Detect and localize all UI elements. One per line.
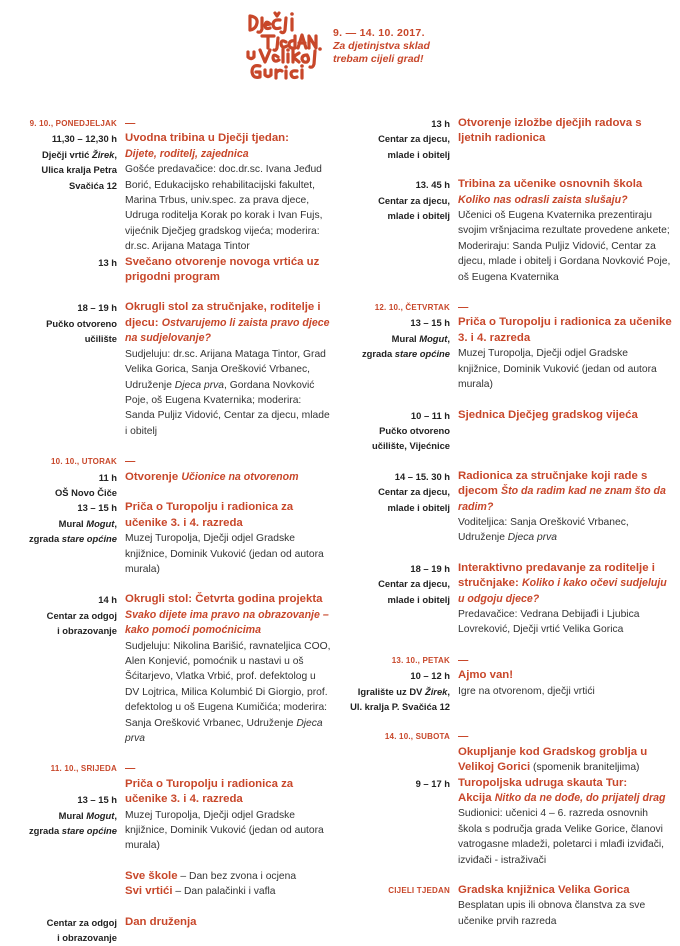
day-label: CIJELI TJEDAN	[388, 886, 450, 896]
event-title: Okupljanje kod Gradskog groblja u Velikoj Gorici	[458, 745, 648, 774]
event-time-location	[340, 116, 458, 162]
event-title: Ajmo van!	[458, 669, 514, 682]
spacer	[0, 439, 340, 454]
event-location: mlade i obitelj	[387, 593, 450, 605]
description-text: Voditeljica: Sanja Orešković Vrbanec, Udruženje	[458, 516, 629, 544]
location-text: Dječji vrtić	[41, 148, 92, 160]
event-subtitle: Što da radim kad ne znam što da radim?	[458, 485, 666, 513]
header	[0, 0, 680, 100]
event-time: 13 – 15 h	[410, 317, 450, 329]
event-skauti-tur	[340, 776, 680, 868]
event-description: Sudionici: učenici 4 – 6. razreda osnovnih škola s područja grada Velike Gorice, članovi vatrogasne mladeži, poletarci i mlađi izviđači, izviđači - istraživači	[458, 808, 665, 866]
location-punct: ,	[447, 332, 450, 344]
event-subtitle: Koliko nas odrasli zaista slušaju?	[458, 193, 628, 206]
event-title: Dan druženja	[125, 915, 197, 928]
description-text: Sudjeluju: dr.sc. Arijana Mataga Tintor, Grad Velika Gorica, Sanja Orešković Vrbanec, Udruženje	[125, 348, 326, 391]
event-prica-o-turopolju-thu	[340, 315, 680, 392]
schedule-left-column	[0, 116, 340, 946]
event-time-location	[0, 255, 125, 286]
event-otvorenje-izlozbe	[340, 116, 680, 162]
event-time-location	[340, 408, 458, 454]
event-dan-druzenja	[0, 915, 340, 946]
event-time: 14 – 15. 30 h	[394, 470, 450, 482]
day-header-wednesday	[0, 761, 340, 776]
day-label: 9. 10., PONEDJELJAK	[29, 119, 117, 128]
location-punct: ,	[114, 517, 117, 529]
event-title: Priča o Turopolju i radionica za učenike 3. i 4. razreda	[125, 501, 294, 529]
event-location	[0, 823, 117, 838]
location-name: stare općine	[61, 825, 117, 837]
event-svecano-otvorenje	[0, 255, 340, 286]
event-time-location	[0, 915, 125, 946]
spacer	[340, 393, 680, 408]
dash: —	[125, 456, 136, 468]
event-details	[125, 131, 340, 254]
event-title: Okrugli stol: Četvrta godina projekta	[125, 593, 323, 606]
event-location: Centar za djecu,	[378, 578, 450, 590]
event-details	[458, 469, 680, 546]
spacer	[340, 546, 680, 561]
event-gradska-knjiznica	[340, 883, 680, 929]
event-time: 14 h	[98, 594, 117, 606]
event-time-location	[340, 745, 458, 776]
event-title: Tribina za učenike osnovnih škola	[458, 178, 643, 191]
event-description: (spomenik braniteljima)	[530, 762, 640, 774]
event-description: Igre na otvorenom, dječji vrtići	[458, 685, 595, 697]
event-details	[458, 408, 680, 454]
event-location	[340, 346, 450, 361]
event-location: mlade i obitelj	[387, 210, 450, 222]
event-title: Sjednica Dječjeg gradskog vijeća	[458, 408, 638, 421]
spacer-line	[0, 777, 117, 792]
organization-name: Djeca prva	[174, 379, 225, 391]
event-dates: 9. — 14. 10. 2017.	[333, 27, 425, 39]
event-description: Učenici oš Eugena Kvaternika prezentiraju svojim vršnjacima rezultate provedene ankete; Moderiraju: Sanda Puljiz Vidović, Centar za djecu, mlade i obitelj i Gordana Novković Poje, oš Eugena Kvaternika	[458, 210, 671, 283]
event-time-location	[0, 592, 125, 746]
event-location: Centar za odgoj	[46, 916, 117, 928]
event-time-location	[340, 561, 458, 638]
event-location: Svačića 12	[69, 179, 117, 191]
schedule-right-column	[340, 116, 680, 929]
event-interaktivno-predavanje	[340, 561, 680, 638]
event-details	[125, 869, 340, 900]
event-location: Ul. kralja P. Svačića 12	[350, 701, 450, 712]
event-time-location	[0, 500, 125, 577]
slogan-line-1: Za djetinjstva sklad	[333, 40, 430, 52]
day-header-tuesday	[0, 454, 340, 469]
event-subtitle: Ostvarujemo li zaista pravo djece na sudjelovanje?	[125, 316, 330, 345]
event-location: OŠ Novo Čiče	[55, 486, 117, 498]
event-location: Centar za djecu,	[378, 486, 450, 498]
location-name: Žirek	[424, 685, 448, 697]
location-punct: ,	[447, 685, 450, 697]
spacer	[0, 900, 340, 915]
event-description	[458, 515, 672, 546]
event-time-location	[0, 470, 125, 501]
event-details	[458, 116, 680, 162]
day-label: 13. 10., PETAK	[391, 655, 450, 665]
event-details	[458, 883, 680, 929]
event-location: Centar za djecu,	[378, 133, 450, 145]
event-time-location	[340, 469, 458, 546]
event-description: – Dan bez zvona i ocjena	[177, 870, 297, 882]
event-details	[458, 776, 680, 868]
event-time-location	[0, 869, 125, 900]
description-text: Sudjeluju: Nikolina Barišić, ravnateljica COO, Alen Konjević, pomoćnik u nastavi u oš Šćitarjevo, Vlatka Vrbić, prof. defektolog u DV Lojtrica, Milica Kolumbić Di Giorgio, prof. defektolog u oš Eugena Kumičića; moderira: Sanja Orešković Vrbanec, Udruženje	[125, 640, 331, 729]
location-text: zgrada	[28, 533, 62, 545]
event-location: Pučko otvoreno	[46, 317, 117, 329]
event-title: Svečano otvorenje novoga vrtića uz prigodni program	[125, 255, 320, 284]
spacer	[0, 854, 340, 869]
spacer	[0, 577, 340, 592]
header-text	[333, 27, 430, 66]
event-location: Pučko otvoreno	[379, 424, 450, 436]
event-description	[125, 639, 332, 747]
event-description	[125, 347, 332, 439]
event-location	[340, 684, 450, 699]
event-description: – Dan palačinki i vafla	[172, 886, 276, 898]
event-description: Predavačice: Vedrana Debijađi i Ljubica Lovreković, Dječji vrtić Velika Gorica	[458, 608, 640, 636]
event-sve-skole-vrtici	[0, 869, 340, 900]
event-title: Radionica za stručnjake koji rade s djecom	[458, 469, 648, 498]
event-time: 13 h	[431, 118, 450, 129]
event-prica-o-turopolju	[0, 500, 340, 577]
event-details	[458, 315, 680, 392]
event-location	[340, 331, 450, 346]
event-location: Ulica kralja Petra	[41, 164, 117, 176]
event-location: Centar za odgoj	[46, 609, 117, 621]
day-label: 10. 10., UTORAK	[51, 457, 117, 467]
location-name: Mogut	[419, 332, 448, 344]
event-time: 18 – 19 h	[77, 302, 117, 314]
dash: —	[458, 302, 469, 314]
event-time: 13. 45 h	[415, 179, 450, 191]
event-location: mlade i obitelj	[387, 501, 450, 513]
dash: —	[125, 118, 136, 129]
day-header-friday	[340, 653, 680, 668]
spacer	[340, 454, 680, 469]
event-tribina-ucenici	[340, 177, 680, 285]
event-title: Otvorenje izložbe dječjih radova s ljetnih radionica	[458, 117, 642, 145]
event-title: Turopoljska udruga skauta Tur:	[458, 776, 628, 789]
event-details	[125, 915, 340, 946]
event-details	[125, 777, 340, 854]
event-description: Muzej Turopolja, Dječji odjel Gradske knjižnice, Dominik Vuković (jedan od autora murala)	[125, 809, 324, 852]
location-name: stare općine	[61, 533, 117, 545]
day-header-monday	[0, 116, 340, 131]
spacer	[340, 868, 680, 883]
event-title: Uvodna tribina u Dječji tjedan:	[125, 132, 289, 145]
event-location: i obrazovanje	[57, 625, 117, 637]
event-title: Svi vrtići	[125, 885, 173, 898]
event-title-prefix: Akcija	[458, 792, 495, 805]
event-title: Otvorenje	[125, 470, 182, 483]
event-time-location	[0, 777, 125, 854]
event-time-location	[340, 177, 458, 285]
event-details	[125, 500, 340, 577]
event-details	[458, 745, 680, 776]
description-text: , Gordana Novković Poje, oš Eugena Kvaternika; moderira: Sanda Puljiz Vidović, Centar za djecu, mlade i obitelj	[125, 379, 330, 437]
event-title: Okrugli stol za stručnjake, roditelje i djecu:	[125, 301, 321, 329]
event-details	[458, 561, 680, 638]
day-label: 11. 10., SRIJEDA	[50, 764, 117, 774]
event-details	[458, 668, 680, 714]
event-okupljanje	[340, 745, 680, 776]
event-description: Gošće predavačice: doc.dr.sc. Ivana Jeđud Borić, Edukacijsko rehabilitacijski fakultet, Marina Trbus, univ.spec. za prava djece, Udruga roditelja Korak po korak i Ivan Fujs, vijećnik Dječjeg gradskog vijeća; moderira: dr.sc. Arijana Mataga Tintor	[125, 164, 323, 253]
event-subtitle: Učionice na otvorenom	[181, 470, 299, 483]
event-subtitle: Svako dijete ima pravo na obrazovanje – kako pomoći pomoćnicima	[125, 608, 329, 637]
event-okrugli-stol	[0, 300, 340, 439]
event-time-location	[340, 776, 458, 868]
event-location: mlade i obitelj	[387, 148, 450, 160]
spacer	[340, 285, 680, 300]
event-details	[125, 255, 340, 286]
location-punct: ,	[114, 809, 117, 821]
event-details	[458, 177, 680, 285]
location-text: Mural	[58, 809, 87, 821]
event-time-location	[340, 668, 458, 714]
event-time: 10 – 12 h	[410, 670, 450, 682]
organization-name: Djeca prva	[125, 717, 323, 745]
event-location	[0, 516, 117, 531]
location-text: Mural	[391, 332, 420, 344]
dash: —	[125, 763, 136, 775]
spacer	[0, 285, 340, 300]
event-time: 13 – 15 h	[77, 502, 117, 514]
location-text: zgrada	[28, 825, 62, 837]
event-title: Interaktivno predavanje za roditelje i stručnjake:	[458, 561, 655, 590]
event-time-location	[0, 131, 125, 254]
dash: —	[458, 731, 469, 743]
spacer	[340, 714, 680, 729]
event-time-location	[340, 315, 458, 392]
event-uvodna-tribina	[0, 131, 340, 254]
event-subtitle: Koliko i kako očevi sudjeluju u odgoju djece?	[458, 577, 667, 605]
event-ajmo-van	[340, 668, 680, 714]
event-location: Centar za djecu,	[378, 194, 450, 206]
spacer	[340, 162, 680, 177]
event-time: 13 h	[98, 256, 117, 268]
event-details	[125, 470, 340, 501]
location-text: zgrada	[361, 348, 395, 360]
event-location	[0, 147, 117, 162]
location-text: Mural	[58, 517, 87, 529]
event-okrugli-stol-coo	[0, 592, 340, 746]
event-time: 9 – 17 h	[415, 777, 450, 789]
dash: —	[458, 654, 469, 666]
location-text: Igralište uz DV	[357, 685, 425, 697]
event-details	[125, 300, 340, 439]
event-time: 13 – 15 h	[77, 794, 117, 806]
spacer	[340, 638, 680, 653]
event-title: Priča o Turopolju i radionica za učenike 3. i 4. razreda	[125, 777, 294, 806]
event-time-location	[0, 300, 125, 439]
event-description: Muzej Turopolja, Dječji odjel Gradske knjižnice, Dominik Vuković (jedan od autora murala)	[125, 533, 324, 575]
slogan-line-2: trebam cijeli grad!	[333, 53, 424, 65]
logo-dječji-tjedan	[242, 6, 330, 82]
event-radionica-strucnjaci	[340, 469, 680, 546]
event-time: 10 – 11 h	[410, 409, 450, 421]
location-punct: ,	[114, 148, 117, 160]
event-subtitle: Nitko da ne dođe, do prijatelj drag	[494, 792, 666, 805]
event-location: i obrazovanje	[57, 932, 117, 944]
location-name: Žirek	[91, 148, 115, 160]
day-header-saturday	[340, 729, 680, 744]
event-title: Gradska knjižnica Velika Gorica	[458, 884, 630, 897]
event-location	[0, 808, 117, 823]
day-label: 14. 10., SUBOTA	[384, 732, 450, 742]
event-time: 11 h	[98, 471, 117, 483]
event-subtitle: Dijete, roditelj, zajednica	[125, 147, 249, 160]
event-time: 11,30 – 12,30 h	[51, 133, 117, 145]
event-title: Priča o Turopolju i radionica za učenike 3. i 4. razreda	[458, 316, 672, 344]
organization-name: Djeca prva	[507, 532, 558, 544]
spacer	[0, 746, 340, 761]
event-location: učilište, Vijećnice	[372, 440, 450, 452]
location-name: stare općine	[394, 348, 450, 360]
event-details	[125, 592, 340, 746]
event-otvorenje-ucionice	[0, 470, 340, 501]
event-description: Besplatan upis ili obnova članstva za sve učenike prvih razreda	[458, 900, 646, 927]
event-description: Muzej Turopolja, Dječji odjel Gradske knjižnice, Dominik Vuković (jedan od autora murala)	[458, 348, 657, 391]
event-prica-o-turopolju-wed	[0, 777, 340, 854]
location-name: Mogut	[86, 517, 115, 529]
day-label: 12. 10., ČETVRTAK	[374, 303, 450, 313]
location-name: Mogut	[86, 809, 115, 821]
day-header-thursday	[340, 300, 680, 315]
event-location: učilište	[84, 333, 117, 345]
event-title: Sve škole	[125, 869, 178, 882]
event-time: 18 – 19 h	[410, 562, 450, 574]
event-sjednica	[340, 408, 680, 454]
event-location	[0, 531, 117, 546]
